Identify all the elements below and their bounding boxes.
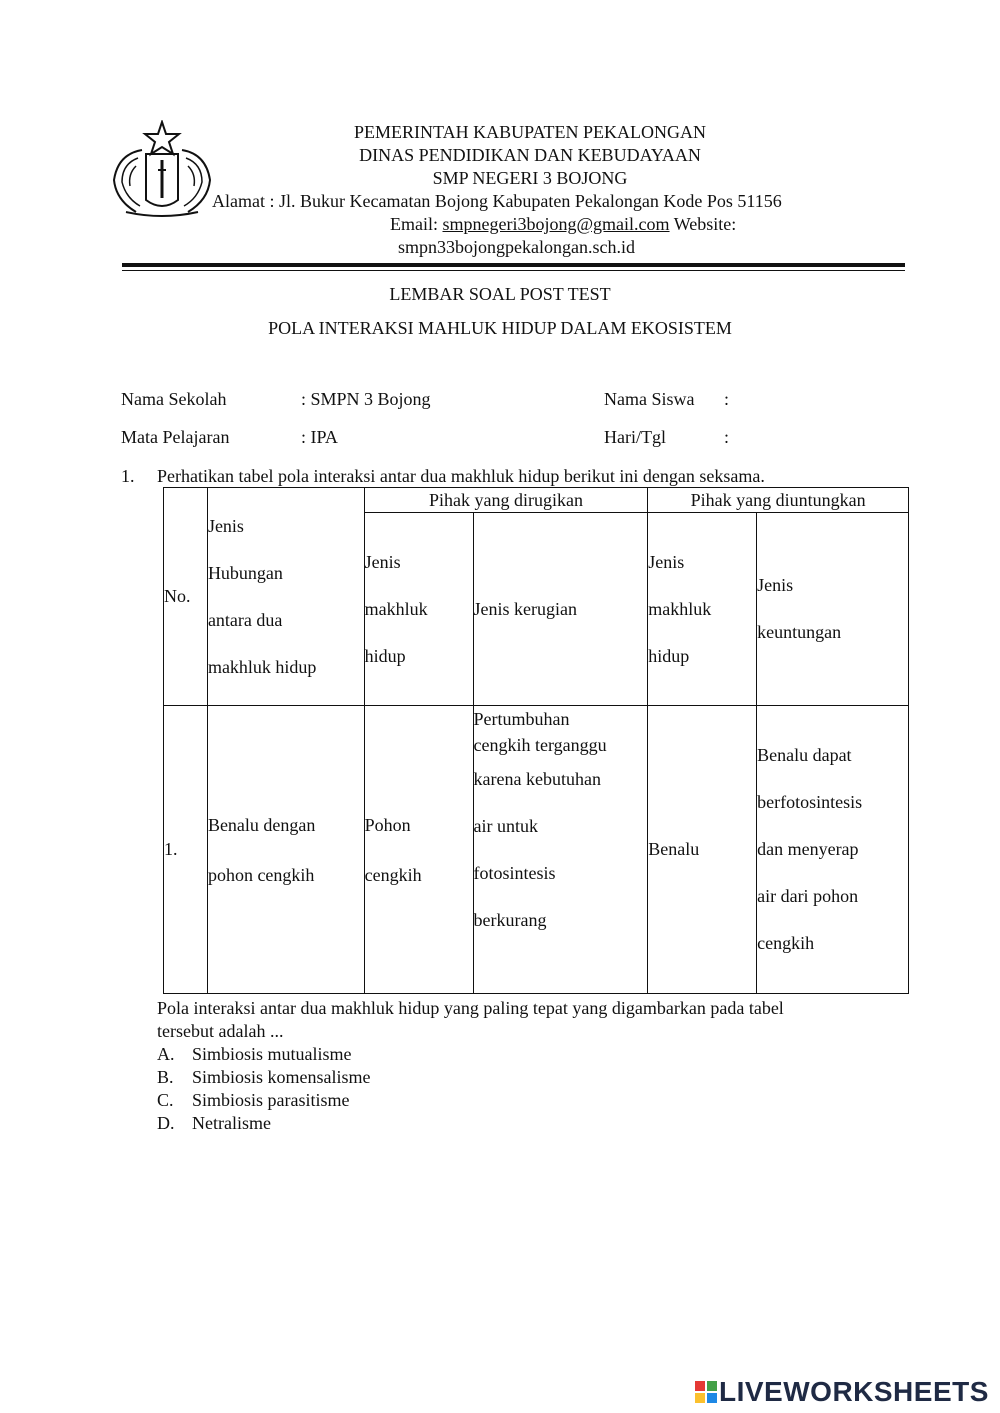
- liveworksheets-watermark: [695, 1376, 989, 1408]
- option-text: Simbiosis mutualisme: [192, 1044, 352, 1064]
- header-email-line: [390, 214, 736, 235]
- student-value: :: [724, 389, 730, 409]
- table-row: [164, 706, 909, 994]
- row-gain: [757, 706, 909, 994]
- option-letter: A.: [157, 1044, 175, 1064]
- question-stem-line1: Pola interaksi antar dua makhluk hidup yang paling tepat yang digambarkan pada tabel: [157, 998, 784, 1018]
- answer-option-a[interactable]: [157, 1044, 352, 1065]
- row-loss-line: Pertumbuhan: [473, 709, 570, 729]
- header-loser-line: Jenis: [364, 551, 401, 572]
- row-loss-line: karena kebutuhan: [473, 769, 601, 789]
- subject-value: : IPA: [301, 427, 338, 447]
- school-value: : SMPN 3 Bojong: [301, 389, 431, 409]
- header-winner-line: makhluk: [648, 598, 712, 619]
- row-loss-line: fotosintesis: [473, 863, 556, 883]
- row-gain-line: cengkih: [757, 933, 815, 953]
- header-group-gain: Pihak yang diuntungkan: [648, 488, 909, 513]
- date-label: Hari/Tgl: [604, 427, 666, 447]
- subject-label: Mata Pelajaran: [121, 427, 230, 447]
- school-label: Nama Sekolah: [121, 389, 227, 409]
- row-gain-line: berfotosintesis: [757, 792, 863, 812]
- page-subtitle: POLA INTERAKSI MAHLUK HIDUP DALAM EKOSISTEM: [268, 318, 732, 338]
- header-relation-line: makhluk hidup: [207, 656, 317, 677]
- date-value: :: [724, 427, 730, 447]
- row-winner: Benalu: [648, 706, 757, 994]
- header-loser-line: makhluk: [364, 598, 428, 619]
- row-loser-line: cengkih: [364, 864, 422, 885]
- row-loser: [364, 706, 473, 994]
- header-winner: [648, 513, 757, 706]
- page-title: LEMBAR SOAL POST TEST: [389, 284, 611, 304]
- header-gain: [757, 513, 909, 706]
- header-rule-thin: [122, 270, 905, 271]
- row-relation: [207, 706, 364, 994]
- answer-option-d[interactable]: [157, 1113, 271, 1134]
- answer-option-b[interactable]: [157, 1067, 371, 1088]
- row-loss-line: berkurang: [473, 910, 547, 930]
- option-letter: B.: [157, 1067, 174, 1087]
- row-gain-line: dan menyerap: [757, 839, 859, 859]
- header-relation-line: Hubungan: [207, 562, 283, 583]
- header-loser-line: hidup: [364, 645, 406, 666]
- email-link[interactable]: smpnegeri3bojong@gmail.com: [442, 214, 670, 234]
- row-gain-line: air dari pohon: [757, 886, 859, 906]
- question-stem-line2: tersebut adalah ...: [157, 1021, 284, 1041]
- website-label: Website:: [673, 214, 737, 234]
- option-text: Simbiosis komensalisme: [192, 1067, 371, 1087]
- header-rule-thick: [122, 263, 905, 267]
- liveworksheets-logo-icon: [695, 1381, 717, 1403]
- header-gain-line: keuntungan: [757, 622, 842, 642]
- row-loser-line: Pohon: [364, 814, 411, 835]
- header-relation-line: Jenis: [207, 515, 244, 536]
- header-website: smpn33bojongpekalongan.sch.id: [398, 237, 635, 257]
- header-government: PEMERINTAH KABUPATEN PEKALONGAN: [354, 122, 706, 142]
- question-prompt: Perhatikan tabel pola interaksi antar dua makhluk hidup berikut ini dengan seksama.: [157, 466, 765, 486]
- option-letter: C.: [157, 1090, 174, 1110]
- header-winner-line: Jenis: [648, 551, 685, 572]
- header-loser: [364, 513, 473, 706]
- header-relation: [207, 488, 364, 706]
- header-relation-line: antara dua: [207, 609, 283, 630]
- row-gain-line: Benalu dapat: [757, 745, 852, 765]
- row-no: 1.: [164, 706, 208, 994]
- option-text: Netralisme: [192, 1113, 271, 1133]
- email-label: Email:: [390, 214, 438, 234]
- header-school: SMP NEGERI 3 BOJONG: [432, 168, 628, 188]
- option-letter: D.: [157, 1113, 175, 1133]
- row-loss: [473, 706, 648, 994]
- option-text: Simbiosis parasitisme: [192, 1090, 350, 1110]
- header-loss: Jenis kerugian: [473, 513, 648, 706]
- row-relation-line: pohon cengkih: [207, 864, 315, 885]
- table-group-header-row: [164, 488, 909, 513]
- row-loss-line: air untuk: [473, 816, 539, 836]
- row-loss-line: cengkih terganggu: [473, 735, 607, 755]
- header-no: No.: [164, 488, 208, 706]
- header-group-loss: Pihak yang dirugikan: [364, 488, 648, 513]
- header-department: DINAS PENDIDIKAN DAN KEBUDAYAAN: [359, 145, 701, 165]
- student-label: Nama Siswa: [604, 389, 695, 409]
- question-number: 1.: [121, 466, 135, 486]
- header-gain-line: Jenis: [757, 575, 794, 595]
- row-relation-line: Benalu dengan: [207, 814, 316, 835]
- header-winner-line: hidup: [648, 645, 690, 666]
- header-address: Alamat : Jl. Bukur Kecamatan Bojong Kabupaten Pekalongan Kode Pos 51156: [212, 191, 782, 211]
- answer-option-c[interactable]: [157, 1090, 350, 1111]
- watermark-text: LIVEWORKSHEETS: [719, 1376, 989, 1407]
- interaction-table: [163, 487, 909, 994]
